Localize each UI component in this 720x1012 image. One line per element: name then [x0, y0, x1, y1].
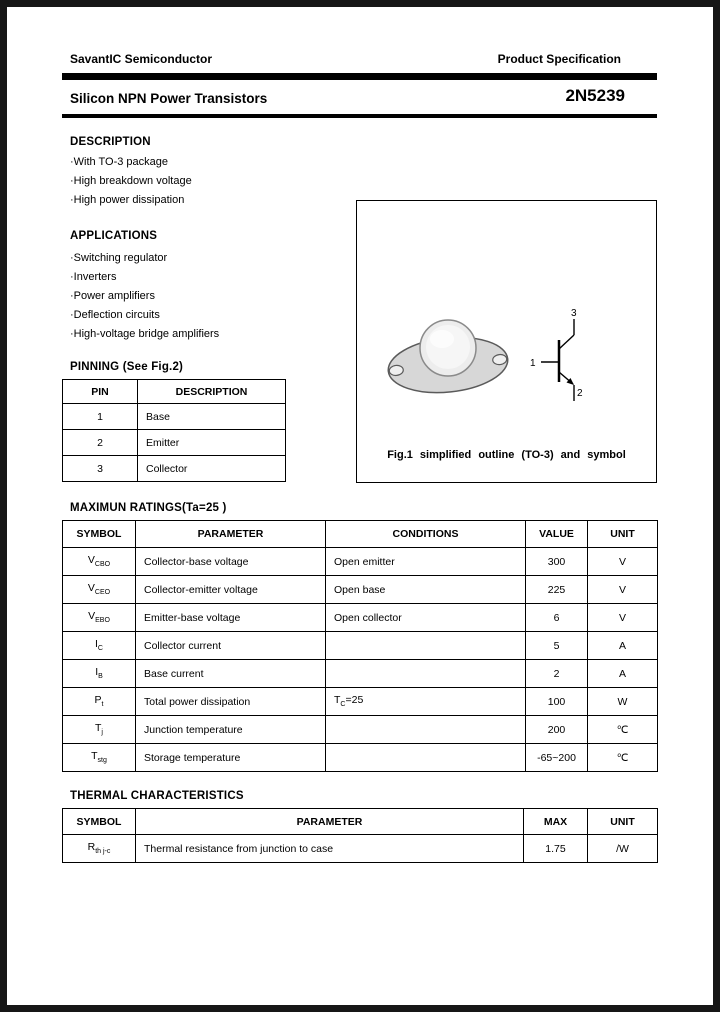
parameter-cell: Collector-emitter voltage	[136, 576, 326, 604]
ratings-header-row	[63, 521, 658, 548]
table-row	[63, 576, 658, 604]
parameter-cell: Total power dissipation	[136, 688, 326, 716]
applications-item: ·Inverters	[70, 271, 117, 283]
pin-description: Base	[138, 404, 286, 430]
value-cell: 225	[526, 576, 588, 604]
unit-cell: A	[588, 632, 658, 660]
symbol-cell: $V_{EBO}$	[63, 604, 136, 632]
conditions-cell: Open emitter	[326, 548, 526, 576]
npn-transistor-symbol	[527, 304, 597, 409]
emitter-pin-label: 2	[577, 388, 583, 399]
symbol-cell: $R_{th j-c}$	[63, 835, 136, 863]
brand-name: SavantIC Semiconductor	[70, 52, 213, 66]
value-cell: 2	[526, 660, 588, 688]
pin-number: 3	[63, 456, 138, 482]
value-cell: -65~200	[526, 744, 588, 772]
unit-cell: V	[588, 548, 658, 576]
symbol-cell: $V_{CBO}$	[63, 548, 136, 576]
parameter-col-header: PARAMETER	[136, 809, 524, 835]
max-cell: 1.75	[524, 835, 588, 863]
applications-item: ·Switching regulator	[70, 252, 168, 264]
unit-cell: V	[588, 604, 658, 632]
value-cell: 5	[526, 632, 588, 660]
value-cell: 200	[526, 716, 588, 744]
unit-col-header: UNIT	[588, 521, 658, 548]
symbol-cell: $P_t$	[63, 688, 136, 716]
applications-item: ·Deflection circuits	[70, 309, 160, 321]
applications-item: ·Power amplifiers	[70, 290, 155, 302]
symbol-cell: $V_{CEO}$	[63, 576, 136, 604]
pin-description: Collector	[138, 456, 286, 482]
divider-bar-title	[62, 114, 657, 118]
conditions-cell	[326, 660, 526, 688]
pin-number: 2	[63, 430, 138, 456]
symbol-cell: $I_C$	[63, 632, 136, 660]
part-number: 2N5239	[565, 86, 625, 105]
table-row	[63, 604, 658, 632]
pinning-heading: PINNING (See Fig.2)	[70, 361, 184, 373]
conditions-cell: Open collector	[326, 604, 526, 632]
max-ratings-heading: MAXIMUN RATINGS(Ta=25 )	[70, 502, 227, 514]
pin-table	[62, 379, 286, 482]
conditions-col-header: CONDITIONS	[326, 521, 526, 548]
unit-cell: ℃	[588, 744, 658, 772]
divider-bar-top	[62, 73, 657, 80]
parameter-cell: Base current	[136, 660, 326, 688]
unit-cell: /W	[588, 835, 658, 863]
table-row	[63, 430, 286, 456]
symbol-cell: $T_{stg}$	[63, 744, 136, 772]
spec-label: Product Specification	[497, 52, 621, 66]
pin-col-header: PIN	[63, 380, 138, 404]
thermal-heading: THERMAL CHARACTERISTICS	[70, 790, 244, 802]
pin-description: Emitter	[138, 430, 286, 456]
conditions-cell	[326, 744, 526, 772]
parameter-col-header: PARAMETER	[136, 521, 326, 548]
description-col-header: DESCRIPTION	[138, 380, 286, 404]
symbol-col-header: SYMBOL	[63, 521, 136, 548]
table-row	[63, 456, 286, 482]
figure-box	[356, 200, 657, 483]
parameter-cell: Storage temperature	[136, 744, 326, 772]
datasheet-page	[7, 7, 713, 1005]
conditions-cell	[326, 632, 526, 660]
base-pin-label: 1	[530, 358, 536, 369]
table-row	[63, 548, 658, 576]
page-title: Silicon NPN Power Transistors	[70, 91, 268, 106]
parameter-cell: Collector-base voltage	[136, 548, 326, 576]
description-list	[70, 153, 192, 210]
unit-cell: ℃	[588, 716, 658, 744]
conditions-cell	[326, 716, 526, 744]
applications-list	[70, 249, 219, 344]
value-cell: 300	[526, 548, 588, 576]
thermal-table	[62, 808, 658, 863]
max-ratings-table	[62, 520, 658, 772]
unit-cell: V	[588, 576, 658, 604]
collector-pin-label: 3	[571, 308, 577, 319]
parameter-cell: Junction temperature	[136, 716, 326, 744]
applications-heading: APPLICATIONS	[70, 230, 158, 242]
unit-cell: W	[588, 688, 658, 716]
applications-item: ·High-voltage bridge amplifiers	[70, 328, 220, 340]
symbol-cell: $I_B$	[63, 660, 136, 688]
value-cell: 6	[526, 604, 588, 632]
value-cell: 100	[526, 688, 588, 716]
unit-col-header: UNIT	[588, 809, 658, 835]
table-row	[63, 744, 658, 772]
description-item: ·With TO-3 package	[70, 156, 169, 168]
table-row	[63, 688, 658, 716]
description-heading: DESCRIPTION	[70, 136, 151, 148]
parameter-cell: Emitter-base voltage	[136, 604, 326, 632]
pin-table-header-row	[63, 380, 286, 404]
symbol-cell: $T_j$	[63, 716, 136, 744]
description-item: ·High breakdown voltage	[70, 175, 192, 187]
parameter-cell: Collector current	[136, 632, 326, 660]
table-row	[63, 632, 658, 660]
symbol-col-header: SYMBOL	[63, 809, 136, 835]
thermal-header-row	[63, 809, 658, 835]
value-col-header: VALUE	[526, 521, 588, 548]
table-row	[63, 716, 658, 744]
table-row	[63, 660, 658, 688]
figure-caption: Fig.1 simplified outline (TO-3) and symbol	[387, 449, 626, 461]
max-col-header: MAX	[524, 809, 588, 835]
pin-number: 1	[63, 404, 138, 430]
to3-package-drawing	[363, 293, 533, 418]
parameter-cell: Thermal resistance from junction to case	[136, 835, 524, 863]
unit-cell: A	[588, 660, 658, 688]
conditions-cell: Open base	[326, 576, 526, 604]
table-row	[63, 835, 658, 863]
conditions-cell: $T_C=25$	[326, 688, 526, 716]
table-row	[63, 404, 286, 430]
description-item: ·High power dissipation	[70, 194, 185, 206]
